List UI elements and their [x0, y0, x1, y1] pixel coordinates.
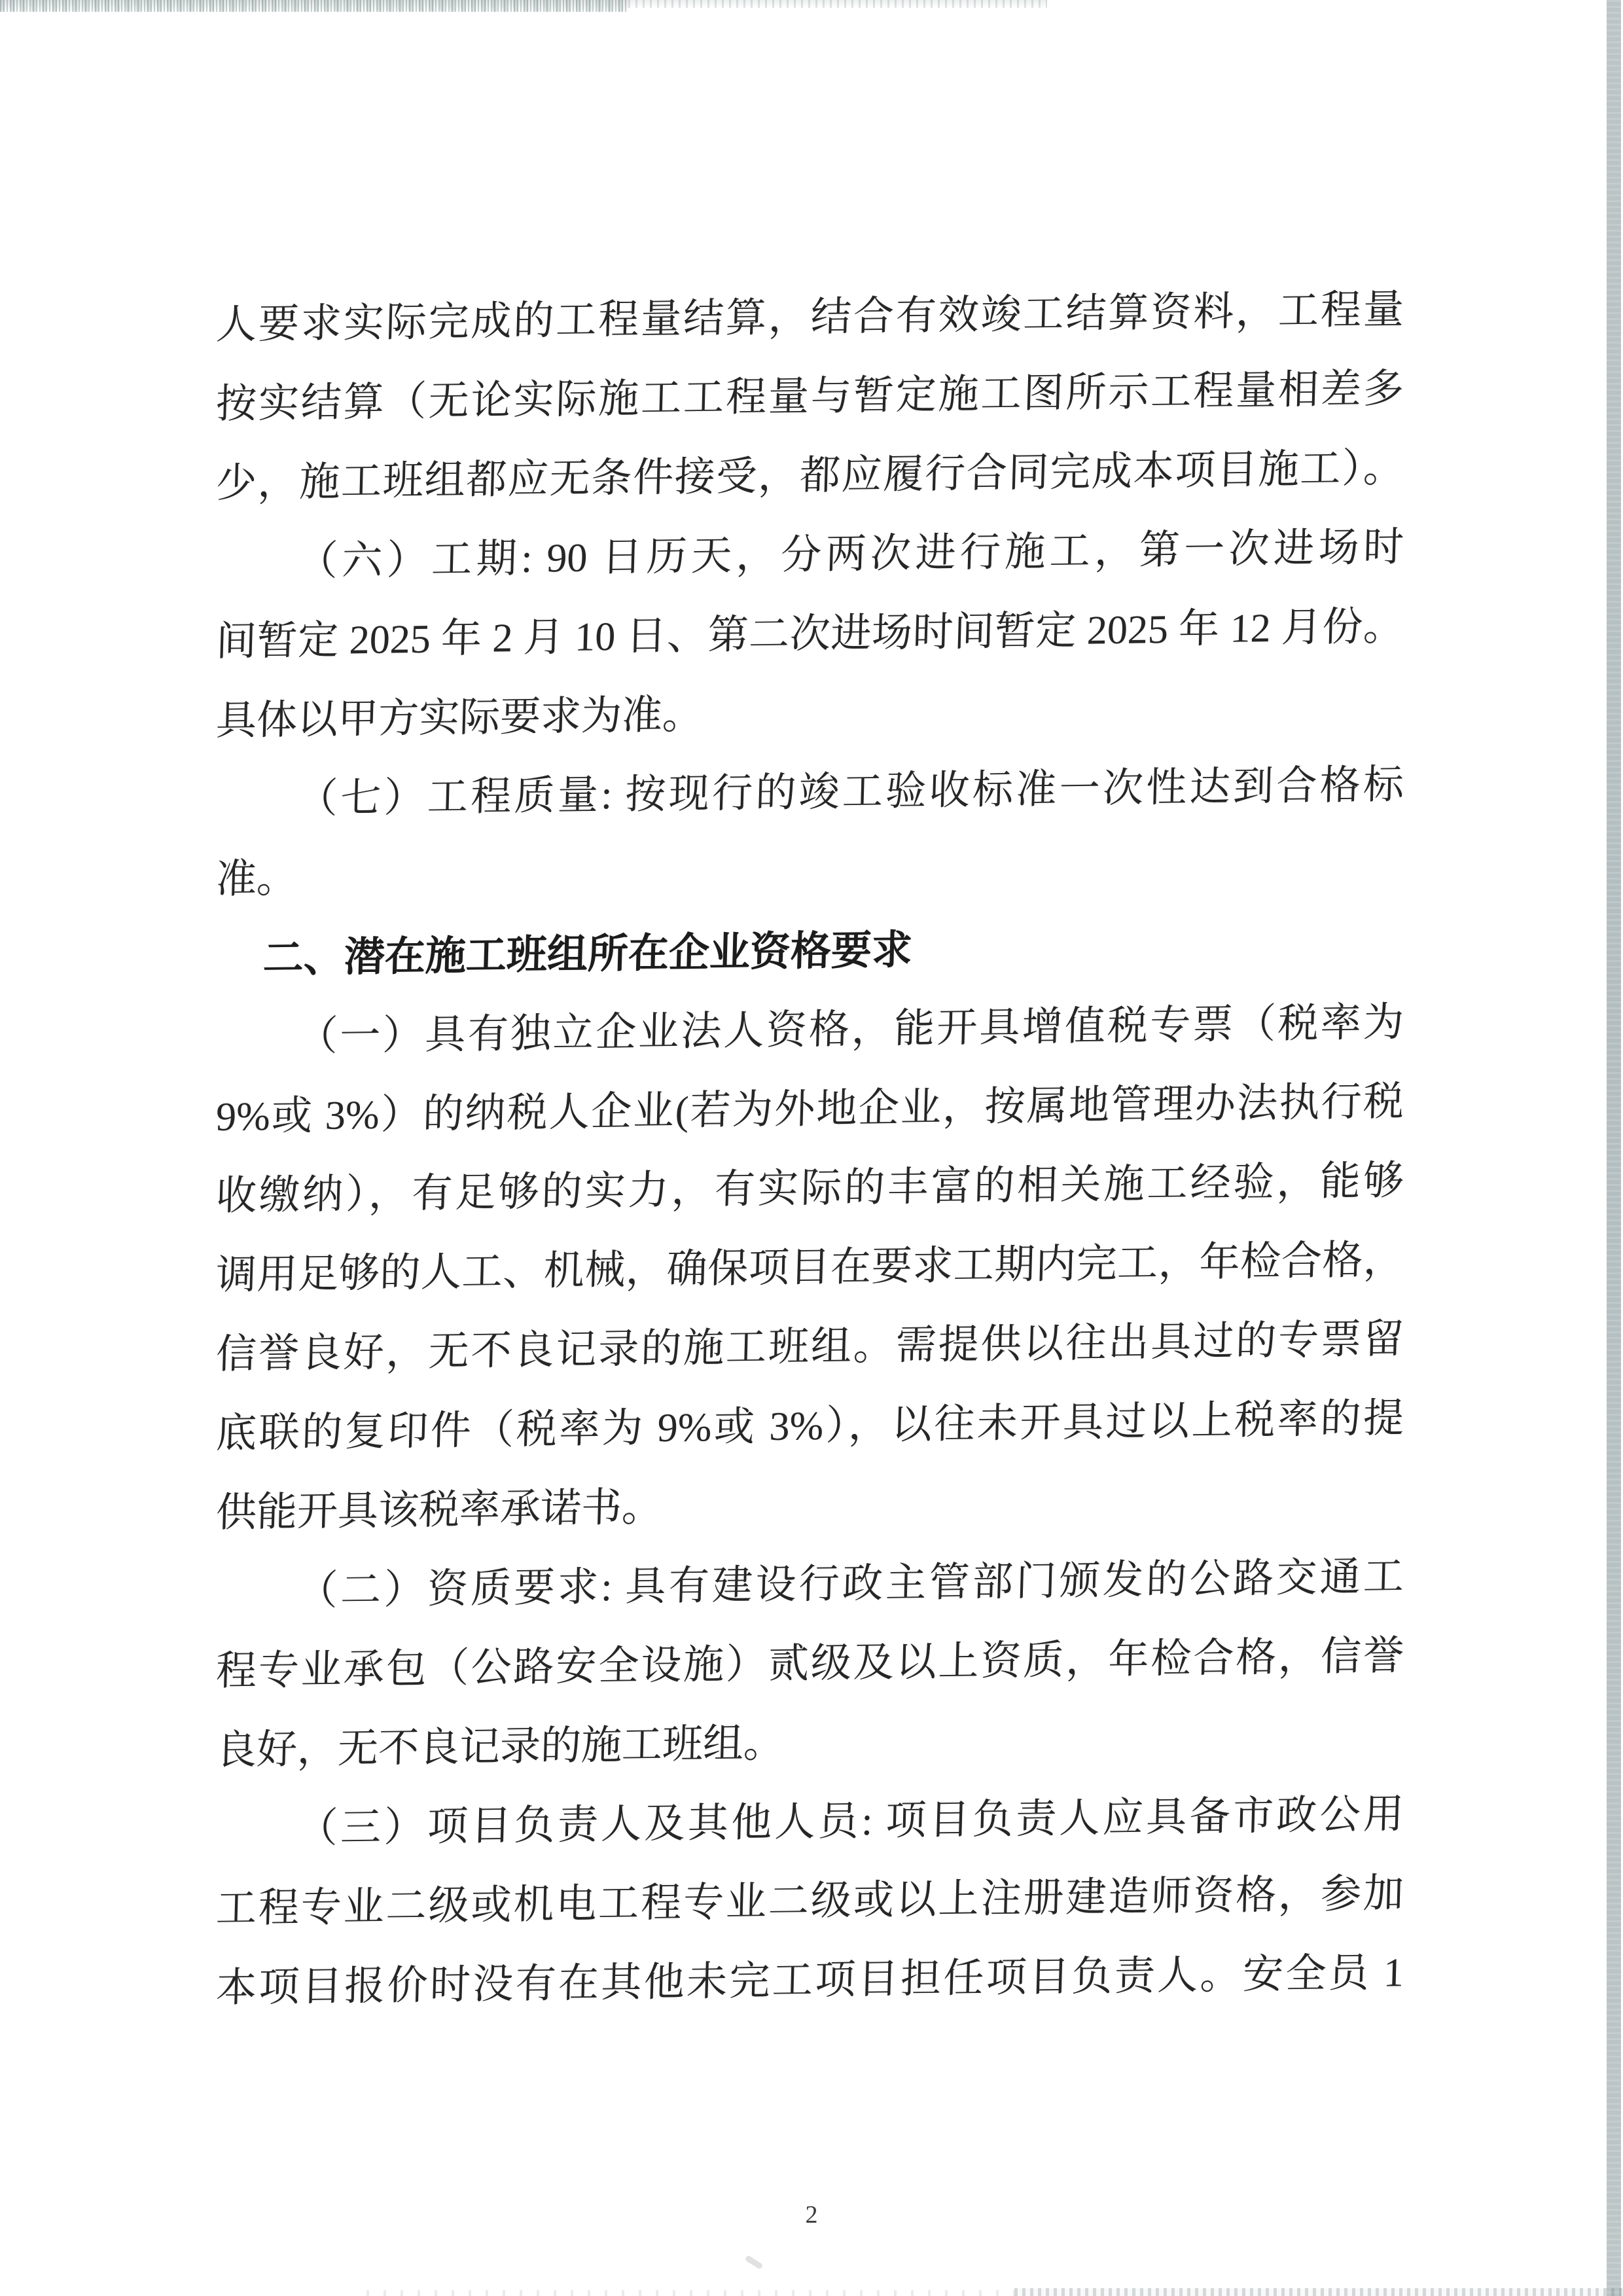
text-line: 9%或 3%）的纳税人企业(若为外地企业，按属地管理办法执行税	[215, 1079, 1404, 1140]
scan-noise-bottom-right	[1014, 2288, 1623, 2296]
text-line: 人要求实际完成的工程量结算，结合有效竣工结算资料，工程量	[215, 287, 1404, 348]
page-number: 2	[805, 2201, 818, 2229]
text-line: 供能开具该税率承诺书。	[215, 1485, 663, 1536]
scan-speck-artifact	[745, 2255, 764, 2269]
text-line: 良好，无不良记录的施工班组。	[215, 1721, 785, 1774]
text-line: 准。	[215, 856, 298, 903]
text-line: 信誉良好，无不良记录的施工班组。需提供以往出具过的专票留	[215, 1317, 1404, 1378]
text-block	[216, 270, 1404, 2028]
text-line: 底联的复印件（税率为 9%或 3%），以往未开具过以上税率的提	[215, 1396, 1404, 1457]
text-line: 具体以甲方实际要求为准。	[215, 692, 704, 744]
text-line: （七）工程质量: 按现行的竣工验收标准一次性达到合格标	[296, 762, 1404, 822]
text-line: （六）工期: 90 日历天，分两次进行施工，第一次进场时	[296, 525, 1404, 584]
text-line: （一）具有独立企业法人资格，能开具增值税专票（税率为	[296, 1000, 1404, 1060]
text-line: 调用足够的人工、机械，确保项目在要求工期内完工，年检合格，	[215, 1238, 1404, 1299]
scan-edge-right-band	[1607, 0, 1621, 2296]
text-line: 本项目报价时没有在其他未完工项目担任项目负责人。安全员 1	[215, 1950, 1404, 2011]
text-line: 少，施工班组都应无条件接受，都应履行合同完成本项目施工）。	[215, 446, 1404, 507]
text-line: （三）项目负责人及其他人员: 项目负责人应具备市政公用	[296, 1792, 1404, 1852]
text-line: 按实结算（无论实际施工工程量与暂定施工图所示工程量相差多	[215, 367, 1404, 427]
text-line: （二）资质要求: 具有建设行政主管部门颁发的公路交通工	[296, 1554, 1404, 1614]
scan-noise-top	[0, 0, 628, 12]
section-heading: 二、潜在施工班组所在企业资格要求	[262, 927, 913, 982]
scan-noise-bottom-left	[366, 2290, 1014, 2296]
text-line: 收缴纳），有足够的实力，有实际的丰富的相关施工经验，能够	[215, 1158, 1404, 1219]
text-line: 工程专业二级或机电工程专业二级或以上注册建造师资格，参加	[215, 1871, 1404, 1932]
text-line: 间暂定 2025 年 2 月 10 日、第二次进场时间暂定 2025 年 12 月份。	[215, 604, 1404, 665]
text-line: 程专业承包（公路安全设施）贰级及以上资质，年检合格，信誉	[215, 1634, 1404, 1695]
scan-noise-top-light	[628, 0, 1047, 8]
